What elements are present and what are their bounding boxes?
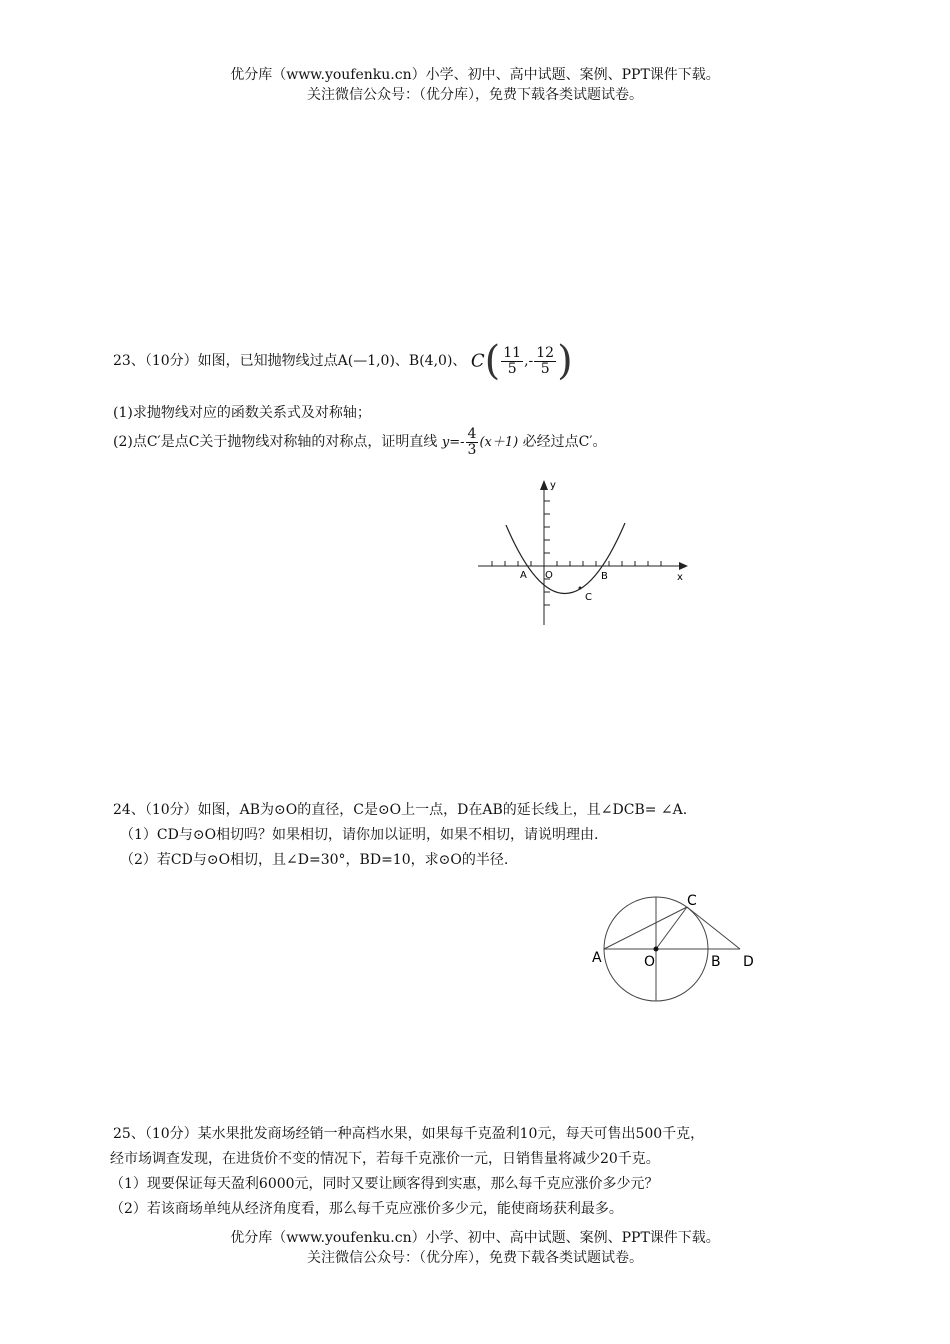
q23-eq-sign: =- [449, 434, 465, 450]
point-c-dot [579, 587, 582, 590]
y-ticks [544, 501, 550, 605]
q24-circle-figure [580, 880, 770, 1010]
q25-stem-2: 经市场调查发现，在进货价不变的情况下，若每千克涨价一元，日销售量将减少20千克。 [110, 1151, 660, 1167]
q23-stem: 23、（10分）如图，已知抛物线过点A(—1,0)、B(4,0)、 [113, 353, 467, 369]
q23-part2-after: 必经过点C′。 [522, 434, 607, 450]
segment-oc [656, 907, 687, 949]
tangent-cd [687, 907, 740, 949]
q24-stem: 24、（10分）如图，AB为⊙O的直径，C是⊙O上一点，D在AB的延长线上，且∠DCB= ∠A. [113, 802, 688, 818]
q23-c-y-num: 12 [536, 344, 555, 361]
center-dot [654, 947, 659, 952]
y-axis-arrow [540, 480, 548, 490]
q23-part1: (1)求抛物线对应的函数关系式及对称轴； [113, 405, 371, 421]
q23-c-y-sign: - [528, 353, 534, 369]
label-o: O [644, 954, 656, 970]
header-line-1: 优分库（www.youfenku.cn）小学、初中、高中试题、案例、PPT课件下载。 [230, 67, 720, 83]
label-a: A [520, 570, 527, 581]
q25-part2: （2）若该商场单纯从经济角度看，那么每千克应涨价多少元，能使商场获利最多。 [110, 1201, 623, 1217]
label-o: O [545, 570, 553, 581]
q23-eq-rest: (x＋1) [479, 434, 519, 450]
label-a: A [592, 950, 602, 966]
footer-line-1: 优分库（www.youfenku.cn）小学、初中、高中试题、案例、PPT课件下载。 [230, 1230, 720, 1246]
parabola-curve [506, 523, 625, 594]
q23-parabola-figure [470, 475, 700, 630]
x-axis-arrow [679, 562, 688, 570]
q23-point-c-label: C [470, 350, 485, 372]
q23-part2-before: (2)点C′是点C关于抛物线对称轴的对称点，证明直线 [113, 434, 438, 450]
q23-point-c: C( $\frac{11}{5}$ ,- $\frac{12}{5}$ ) [470, 338, 573, 384]
q24-part2: （2）若CD与⊙O相切，且∠D=30°，BD=10，求⊙O的半径. [120, 852, 509, 868]
q23-part2-line [113, 424, 607, 460]
x-ticks [492, 561, 661, 566]
label-b: B [601, 571, 608, 582]
label-c: C [687, 893, 697, 909]
q23-c-y-frac [534, 346, 556, 377]
q23-eq-frac [466, 427, 479, 458]
q23-eq-lhs: y [441, 434, 450, 450]
footer-line-2: 关注微信公众号：（优分库），免费下载各类试题试卷。 [307, 1250, 643, 1266]
label-b: B [711, 954, 721, 970]
q23-c-x-den: 5 [507, 360, 517, 377]
label-y: y [550, 480, 556, 491]
q25-part1: （1）现要保证每天盈利6000元，同时又要让顾客得到实惠，那么每千克应涨价多少元？ [110, 1176, 659, 1192]
q23-eq-num: 4 [467, 425, 477, 442]
label-d: D [743, 954, 754, 970]
header-line-2: 关注微信公众号：（优分库），免费下载各类试题试卷。 [307, 87, 643, 103]
segment-ac [604, 907, 687, 949]
q25-stem-1: 25、（10分）某水果批发商场经销一种高档水果，如果每千克盈利10元，每天可售出500千克， [113, 1126, 705, 1142]
q23-stem-line [113, 338, 573, 384]
q23-c-y-den: 5 [540, 360, 550, 377]
q23-eq-den: 3 [467, 441, 477, 458]
label-x: x [677, 572, 683, 583]
label-c: C [585, 592, 592, 603]
q23-c-x-frac [501, 346, 523, 377]
q24-part1: （1）CD与⊙O相切吗？如果相切，请你加以证明，如果不相切，请说明理由. [120, 827, 599, 843]
q23-c-x-num: 11 [503, 344, 522, 361]
q23-line-equation [442, 427, 518, 458]
